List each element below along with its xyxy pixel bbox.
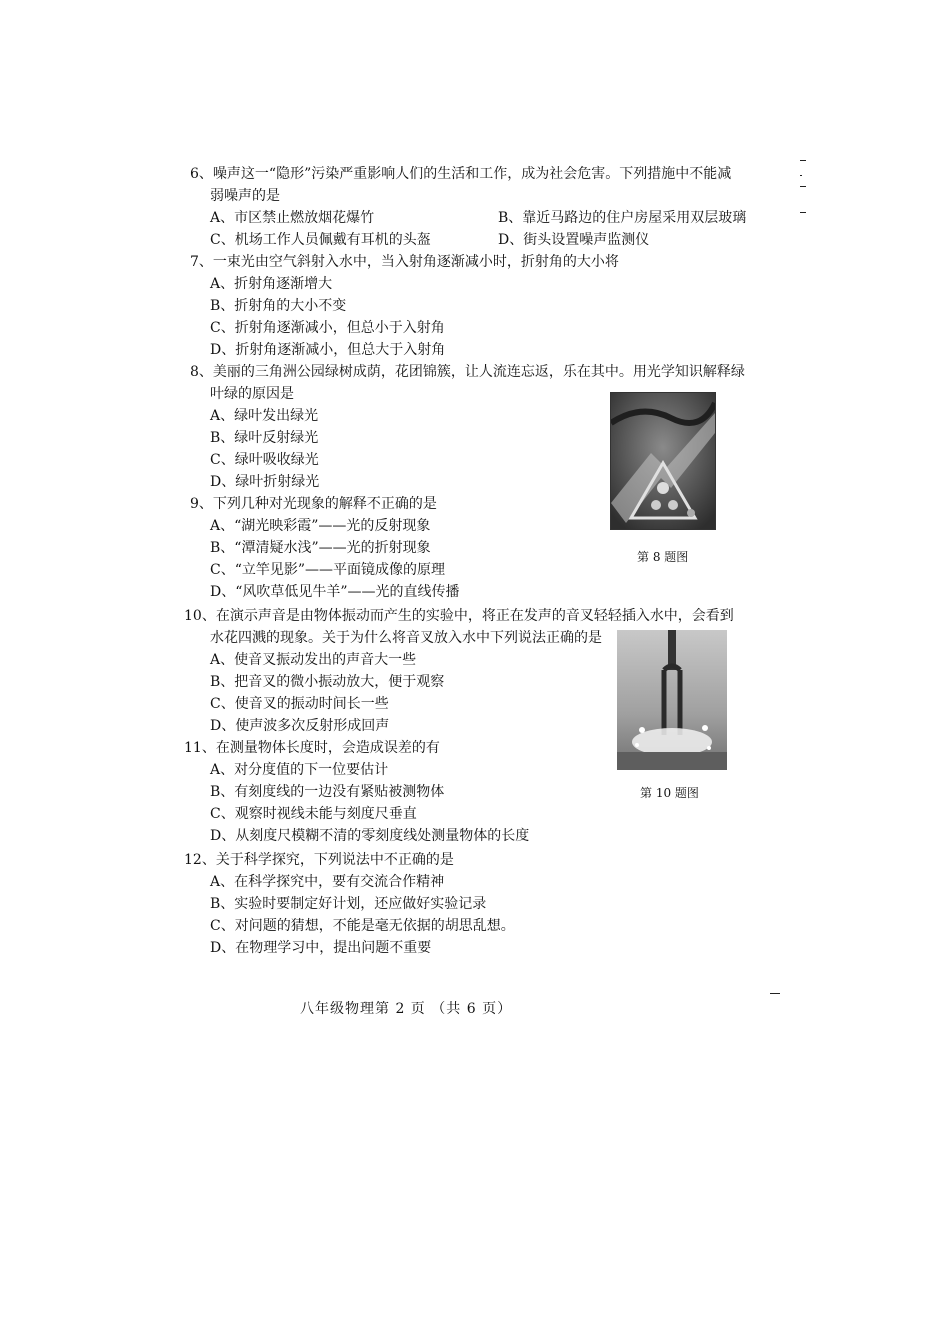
tuning-fork-photo-graphic xyxy=(617,630,727,770)
question-6-stem: 6、噪声这一“隐形”污染严重影响人们的生活和工作，成为社会危害。下列措施中不能减 xyxy=(190,166,732,182)
figure-8-photo xyxy=(610,392,716,530)
question-6-option-c: C、机场工作人员佩戴有耳机的头盔 xyxy=(210,232,431,248)
question-10-option-b: B、把音叉的微小振动放大，便于观察 xyxy=(210,674,445,690)
page-footer: 八年级物理第 2 页 （共 6 页） xyxy=(300,1001,513,1017)
question-10-option-d: D、使声波多次反射形成回声 xyxy=(210,718,390,734)
question-10-option-a: A、使音叉振动发出的声音大一些 xyxy=(210,652,417,668)
question-6-option-a: A、市区禁止燃放烟花爆竹 xyxy=(210,210,375,226)
question-8-option-c: C、绿叶吸收绿光 xyxy=(210,452,319,468)
question-7-option-b: B、折射角的大小不变 xyxy=(210,298,347,314)
question-12-stem: 12、关于科学探究，下列说法中不正确的是 xyxy=(184,852,454,868)
figure-8-caption: 第 8 题图 xyxy=(637,550,689,564)
question-12-option-c: C、对问题的猜想，不能是毫无依据的胡思乱想。 xyxy=(210,918,515,934)
question-10-stem-cont: 水花四溅的现象。关于为什么将音叉放入水中下列说法正确的是 xyxy=(210,630,602,646)
question-7-option-c: C、折射角逐渐减小，但总小于入射角 xyxy=(210,320,445,336)
question-8-option-a: A、绿叶发出绿光 xyxy=(210,408,319,424)
question-12-option-a: A、在科学探究中，要有交流合作精神 xyxy=(210,874,445,890)
question-11-option-b: B、有刻度线的一边没有紧贴被测物体 xyxy=(210,784,445,800)
question-6-stem-cont: 弱噪声的是 xyxy=(210,188,280,204)
question-12-option-b: B、实验时要制定好计划，还应做好实验记录 xyxy=(210,896,487,912)
question-8-option-b: B、绿叶反射绿光 xyxy=(210,430,319,446)
question-7-option-a: A、折射角逐渐增大 xyxy=(210,276,333,292)
question-9-option-b: B、“潭清疑水浅”——光的折射现象 xyxy=(210,540,431,556)
question-12-option-d: D、在物理学习中，提出问题不重要 xyxy=(210,940,432,956)
question-9-stem: 9、下列几种对光现象的解释不正确的是 xyxy=(190,496,437,512)
question-8-option-d: D、绿叶折射绿光 xyxy=(210,474,320,490)
question-9-option-a: A、“湖光映彩霞”——光的反射现象 xyxy=(210,518,431,534)
park-photo-graphic xyxy=(611,393,715,529)
question-11-option-a: A、对分度值的下一位要估计 xyxy=(210,762,389,778)
question-10-stem: 10、在演示声音是由物体振动而产生的实验中，将正在发声的音叉轻轻插入水中，会看到 xyxy=(184,608,734,624)
figure-10-photo xyxy=(617,630,727,770)
question-6-option-d: D、街头设置噪声监测仪 xyxy=(498,232,650,248)
question-11-option-c: C、观察时视线未能与刻度尺垂直 xyxy=(210,806,417,822)
figure-10-caption: 第 10 题图 xyxy=(640,786,699,800)
question-7-stem: 7、一束光由空气斜射入水中，当入射角逐渐减小时，折射角的大小将 xyxy=(190,254,619,270)
question-7-option-d: D、折射角逐渐减小，但总大于入射角 xyxy=(210,342,446,358)
question-8-stem-cont: 叶绿的原因是 xyxy=(210,386,294,402)
question-6-option-b: B、靠近马路边的住户房屋采用双层玻璃 xyxy=(498,210,747,226)
question-10-option-c: C、使音叉的振动时间长一些 xyxy=(210,696,389,712)
question-11-stem: 11、在测量物体长度时，会造成误差的有 xyxy=(184,740,440,756)
question-9-option-d: D、“风吹草低见牛羊”——光的直线传播 xyxy=(210,584,460,600)
question-9-option-c: C、“立竿见影”——平面镜成像的原理 xyxy=(210,562,446,578)
question-8-stem: 8、美丽的三角洲公园绿树成荫，花团锦簇，让人流连忘返，乐在其中。用光学知识解释绿 xyxy=(190,364,745,380)
question-11-option-d: D、从刻度尺模糊不清的零刻度线处测量物体的长度 xyxy=(210,828,530,844)
